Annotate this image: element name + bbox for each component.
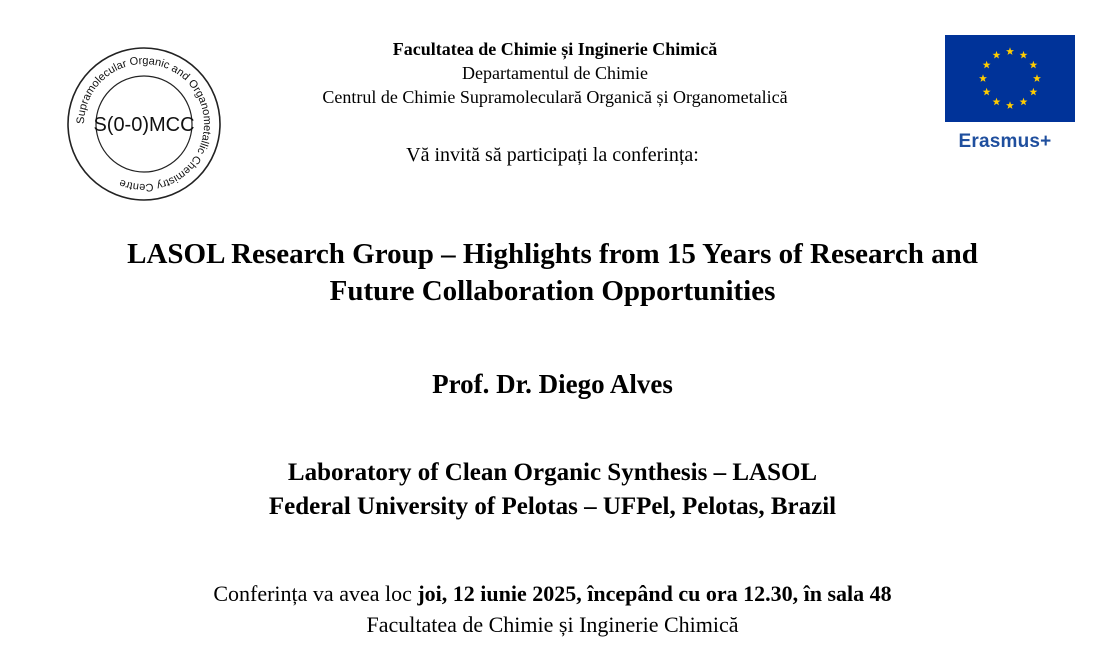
invitation-text: Vă invită să participați la conferința:: [406, 144, 699, 166]
event-details: [0, 578, 1105, 640]
eu-flag-icon: [945, 35, 1075, 122]
title-line-2: Future Collaboration Opportunities: [329, 275, 776, 307]
faculty-name: Facultatea de Chimie și Inginerie Chimică: [392, 39, 718, 59]
event-prefix: Conferința va avea loc: [213, 581, 418, 606]
affiliation-line-1: Laboratory of Clean Organic Synthesis – LASOL: [287, 459, 818, 486]
speaker-affiliation: [0, 456, 1105, 524]
department-name: Departamentul de Chimie: [462, 63, 648, 83]
event-venue: Facultatea de Chimie și Inginerie Chimică: [366, 612, 739, 637]
speaker-name: Prof. Dr. Diego Alves: [432, 369, 673, 399]
centre-name: Centrul de Chimie Supramoleculară Organică și Organometalică: [322, 87, 788, 107]
erasmus-plus-label: Erasmus+: [958, 131, 1052, 152]
event-when-where: joi, 12 iunie 2025, începând cu ora 12.30, în sala 48: [417, 581, 892, 606]
event-date-line: [0, 578, 1105, 609]
affiliation-line-2: Federal University of Pelotas – UFPel, Pelotas, Brazil: [268, 493, 837, 520]
title-line-1: LASOL Research Group – Highlights from 15 Years of Research and: [127, 238, 978, 270]
logo-abbr: S(0-0)MCC: [93, 114, 195, 136]
somcc-logo: [64, 44, 224, 204]
conference-title: [0, 236, 1105, 310]
logo-ring-text: Supramolecular Organic and Organometallic Chemistry Centre: [74, 54, 214, 194]
